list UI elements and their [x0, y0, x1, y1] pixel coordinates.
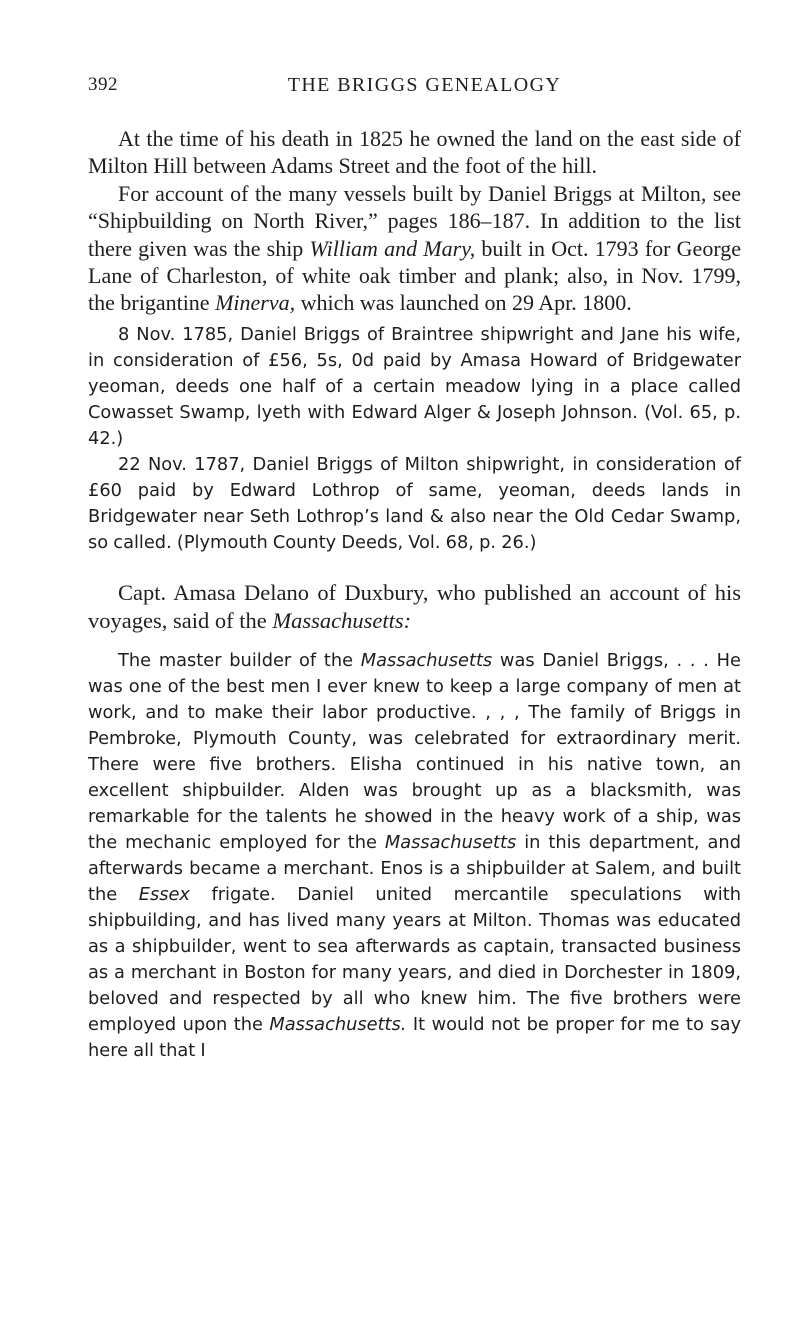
- deed-1787: 22 Nov. 1787, Daniel Briggs of Milton shipwright, in consideration of £60 paid by Edward Lothrop of same, yeoman, deeds lands in Bridgewater near Seth Lothrop’s land & also near the Old Cedar Swamp, so called. (Plymouth County Deeds, Vol. 68, p. 26.): [88, 453, 741, 553]
- running-head: THE BRIGGS GENEALOGY: [287, 74, 562, 96]
- delano-quote: [88, 648, 741, 1064]
- delano-quote-section: [88, 648, 741, 1064]
- vessels-text-1: For account of the many vessels built by Daniel Briggs at Milton, see “Shipbuilding on North River,” pages 186–187. In addition to the list there given was the ship: [88, 180, 741, 261]
- page-body: [88, 125, 741, 1064]
- paragraph-death-land: At the time of his death in 1825 he owned the land on the east side of Milton Hill between Adams Street and the foot of the hill.: [88, 126, 741, 179]
- narrative-section: [88, 125, 741, 317]
- ship-name-massachusetts-1: Massachusetts: [360, 649, 493, 671]
- quote-text-d: frigate. Daniel united mercantile speculations with shipbuilding, and has lived many years at Milton. Thomas was educated as a shipbuilder, went to sea afterwards as captain, transacted business as a merchant in Boston for many years, and died in Dorchester in 1809, beloved and respected by all who knew him. The five brothers were employed upon the: [88, 883, 741, 1035]
- vessels-text-2: built in Oct. 1793 for George Lane of Charleston, of white oak timber and plank; also, in Nov. 1799, the brigantine: [88, 235, 742, 316]
- ship-name-minerva: Minerva,: [215, 290, 296, 316]
- ship-name-william-and-mary: William and Mary,: [309, 235, 476, 261]
- vessels-text-3: which was launched on 29 Apr. 1800.: [295, 290, 632, 316]
- paragraph-vessels: [88, 180, 741, 317]
- page-header: [88, 74, 741, 104]
- ship-name-massachusetts-intro: Massachusetts:: [272, 608, 412, 634]
- delano-intro: [88, 579, 741, 636]
- quote-text-a: The master builder of the: [118, 649, 361, 671]
- deed-1785: 8 Nov. 1785, Daniel Briggs of Braintree shipwright and Jane his wife, in consideration of £56, 5s, 0d paid by Amasa Howard of Bridgewater yeoman, deeds one half of a certain meadow lying in a place called Cowasset Swamp, lyeth with Edward Alger & Joseph Johnson. (Vol. 65, p. 42.): [88, 323, 741, 449]
- ship-name-massachusetts-3: Massachusetts.: [269, 1013, 407, 1035]
- delano-intro-text: Capt. Amasa Delano of Duxbury, who published an account of his voyages, said of the: [88, 579, 741, 634]
- delano-intro-section: [88, 579, 741, 636]
- page-number: 392: [88, 74, 118, 95]
- quote-text-c: in this department, and afterwards became a merchant. Enos is a shipbuilder at Salem, and built the: [88, 831, 741, 905]
- ship-name-essex: Essex: [138, 883, 190, 905]
- quote-text-b: was Daniel Briggs, . . . He was one of the best men I ever knew to keep a large company of men at work, and to make their labor productive. , , , The family of Briggs in Pembroke, Plymouth County, was celebrated for extraordinary merit. There were five brothers. Elisha continued in his native town, an excellent shipbuilder. Alden was brought up as a blacksmith, was remarkable for the talents he showed in the heavy work of a ship, was the mechanic employed for the: [88, 649, 741, 853]
- quote-text-e: It would not be proper for me to say here all that I: [88, 1013, 741, 1061]
- deeds-section: [88, 322, 741, 556]
- ship-name-massachusetts-2: Massachusetts: [384, 831, 517, 853]
